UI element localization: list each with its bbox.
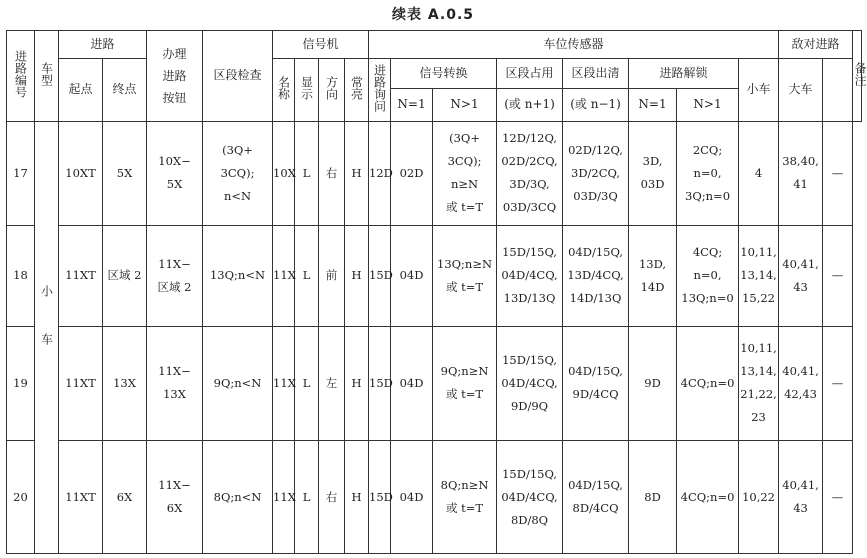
header-unlock: 进路解锁 <box>629 59 739 89</box>
cell-clear: 04D/15Q, 13D/4CQ, 14D/13Q <box>563 226 629 327</box>
cell-direction: 右 <box>319 441 345 554</box>
cell-direction: 右 <box>319 121 345 226</box>
cell-no: 18 <box>7 226 35 327</box>
cell-remark: — <box>823 121 853 226</box>
cell-query: 12D <box>369 121 391 226</box>
header-unlock-n1: N=1 <box>629 89 677 121</box>
cell-no: 19 <box>7 326 35 441</box>
header-end: 终点 <box>103 59 147 121</box>
cell-sig-name: 11X <box>273 326 295 441</box>
cell-display: L <box>295 441 319 554</box>
interlock-table <box>6 30 867 554</box>
cell-start: 11XT <box>59 441 103 554</box>
cell-query: 15D <box>369 326 391 441</box>
cell-check: (3Q+ 3CQ); n<N <box>203 121 273 226</box>
cell-unlock-n1: 9D <box>629 326 677 441</box>
cell-unlock-nn: 4CQ; n=0, 13Q;n=0 <box>677 226 739 327</box>
header-route: 进路 <box>59 31 147 59</box>
cell-query: 15D <box>369 226 391 327</box>
header-switch-n1: N=1 <box>391 89 433 121</box>
header-section-check: 区段检查 <box>203 31 273 122</box>
cell-button: 11X− 13X <box>147 326 203 441</box>
cell-direction: 左 <box>319 326 345 441</box>
cell-display: L <box>295 226 319 327</box>
cell-steady: H <box>345 441 369 554</box>
table-row <box>7 441 862 554</box>
cell-display: L <box>295 326 319 441</box>
header-sig-display: 显示 <box>295 59 319 121</box>
cell-switch-n1: 04D <box>391 441 433 554</box>
header-clear-sub: (或 n−1) <box>563 89 629 121</box>
cell-unlock-nn: 4CQ;n=0 <box>677 441 739 554</box>
header-sig-direction: 方向 <box>319 59 345 121</box>
cell-sig-name: 11X <box>273 441 295 554</box>
header-start: 起点 <box>59 59 103 121</box>
table-row <box>7 121 862 226</box>
cell-occupy: 15D/15Q, 04D/4CQ, 8D/8Q <box>497 441 563 554</box>
cell-big-car: 40,41, 42,43 <box>779 326 823 441</box>
cell-start: 11XT <box>59 326 103 441</box>
header-sensor: 车位传感器 <box>369 31 779 59</box>
cell-start: 10XT <box>59 121 103 226</box>
header-occupy-sub: (或 n+1) <box>497 89 563 121</box>
cell-big-car: 38,40, 41 <box>779 121 823 226</box>
cell-switch-nn: 13Q;n≥N 或 t=T <box>433 226 497 327</box>
header-car-type: 车型 <box>35 31 59 122</box>
cell-end: 6X <box>103 441 147 554</box>
header-route-query: 进路询问 <box>369 59 391 121</box>
header-sig-name: 名称 <box>273 59 295 121</box>
header-small-car: 小车 <box>739 59 779 121</box>
header-clear: 区段出清 <box>563 59 629 89</box>
cell-big-car: 40,41, 43 <box>779 441 823 554</box>
header-big-car: 大车 <box>779 59 823 121</box>
cell-end: 5X <box>103 121 147 226</box>
cell-no: 17 <box>7 121 35 226</box>
cell-small-car: 10,11, 13,14, 21,22, 23 <box>739 326 779 441</box>
cell-remark: — <box>823 326 853 441</box>
cell-steady: H <box>345 226 369 327</box>
cell-clear: 04D/15Q, 8D/4CQ <box>563 441 629 554</box>
cell-occupy: 12D/12Q, 02D/2CQ, 3D/3Q, 03D/3CQ <box>497 121 563 226</box>
header-switch-nn: N>1 <box>433 89 497 121</box>
cell-small-car: 10,11, 13,14, 15,22 <box>739 226 779 327</box>
header-signal: 信号机 <box>273 31 369 59</box>
cell-switch-nn: (3Q+ 3CQ); n≥N 或 t=T <box>433 121 497 226</box>
cell-big-car: 40,41, 43 <box>779 226 823 327</box>
header-remark: 备注 <box>853 31 862 122</box>
cell-button: 10X− 5X <box>147 121 203 226</box>
cell-unlock-n1: 8D <box>629 441 677 554</box>
header-occupy: 区段占用 <box>497 59 563 89</box>
header-route-no: 进路编号 <box>7 31 35 122</box>
cell-end: 13X <box>103 326 147 441</box>
cell-car-type: 小车 <box>35 121 59 554</box>
cell-steady: H <box>345 121 369 226</box>
cell-unlock-n1: 13D, 14D <box>629 226 677 327</box>
cell-button: 11X− 区域 2 <box>147 226 203 327</box>
cell-no: 20 <box>7 441 35 554</box>
table-row <box>7 326 862 441</box>
cell-direction: 前 <box>319 226 345 327</box>
header-conflict: 敌对进路 <box>779 31 853 59</box>
cell-switch-nn: 8Q;n≥N 或 t=T <box>433 441 497 554</box>
cell-button: 11X− 6X <box>147 441 203 554</box>
cell-clear: 04D/15Q, 9D/4CQ <box>563 326 629 441</box>
table-row <box>7 226 862 327</box>
cell-occupy: 15D/15Q, 04D/4CQ, 13D/13Q <box>497 226 563 327</box>
cell-end: 区域 2 <box>103 226 147 327</box>
cell-steady: H <box>345 326 369 441</box>
cell-unlock-nn: 2CQ; n=0, 3Q;n=0 <box>677 121 739 226</box>
cell-small-car: 10,22 <box>739 441 779 554</box>
header-signal-switch: 信号转换 <box>391 59 497 89</box>
cell-switch-n1: 04D <box>391 326 433 441</box>
cell-query: 15D <box>369 441 391 554</box>
cell-check: 8Q;n<N <box>203 441 273 554</box>
cell-check: 9Q;n<N <box>203 326 273 441</box>
header-button: 办理 进路 按钮 <box>147 31 203 122</box>
cell-switch-nn: 9Q;n≥N 或 t=T <box>433 326 497 441</box>
cell-display: L <box>295 121 319 226</box>
cell-occupy: 15D/15Q, 04D/4CQ, 9D/9Q <box>497 326 563 441</box>
cell-unlock-n1: 3D, 03D <box>629 121 677 226</box>
cell-start: 11XT <box>59 226 103 327</box>
cell-unlock-nn: 4CQ;n=0 <box>677 326 739 441</box>
cell-remark: — <box>823 441 853 554</box>
cell-switch-n1: 04D <box>391 226 433 327</box>
cell-clear: 02D/12Q, 3D/2CQ, 03D/3Q <box>563 121 629 226</box>
header-sig-steady: 常亮 <box>345 59 369 121</box>
cell-small-car: 4 <box>739 121 779 226</box>
cell-sig-name: 11X <box>273 226 295 327</box>
cell-check: 13Q;n<N <box>203 226 273 327</box>
header-unlock-nn: N>1 <box>677 89 739 121</box>
cell-switch-n1: 02D <box>391 121 433 226</box>
cell-sig-name: 10X <box>273 121 295 226</box>
cell-remark: — <box>823 226 853 327</box>
table-title: 续表 A.0.5 <box>391 7 475 23</box>
